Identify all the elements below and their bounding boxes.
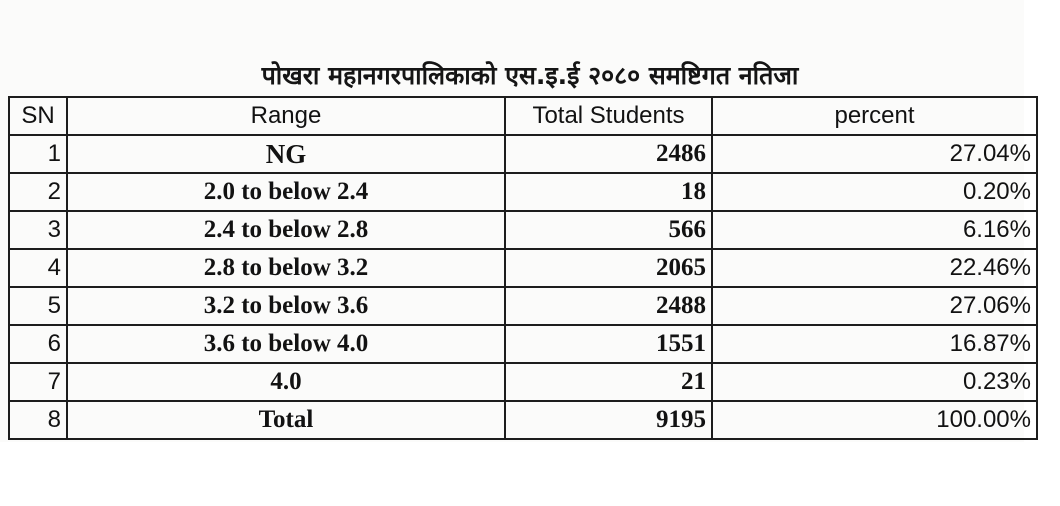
cell-percent: 27.04% xyxy=(712,135,1037,173)
cell-sn: 8 xyxy=(9,401,67,439)
header-percent: percent xyxy=(712,97,1037,135)
table-row xyxy=(9,325,1037,363)
header-sn: SN xyxy=(9,97,67,135)
cell-percent: 27.06% xyxy=(712,287,1037,325)
cell-percent: 100.00% xyxy=(712,401,1037,439)
cell-total-students: 1551 xyxy=(505,325,712,363)
header-range: Range xyxy=(67,97,505,135)
table-row xyxy=(9,135,1037,173)
table-row xyxy=(9,211,1037,249)
cell-percent: 0.20% xyxy=(712,173,1037,211)
cell-total-students: 566 xyxy=(505,211,712,249)
cell-range: Total xyxy=(67,401,505,439)
cell-percent: 16.87% xyxy=(712,325,1037,363)
cell-range: 2.4 to below 2.8 xyxy=(67,211,505,249)
cell-total-students: 21 xyxy=(505,363,712,401)
cell-range: 2.8 to below 3.2 xyxy=(67,249,505,287)
cell-sn: 5 xyxy=(9,287,67,325)
cell-range: 3.6 to below 4.0 xyxy=(67,325,505,363)
header-total-students: Total Students xyxy=(505,97,712,135)
cell-sn: 1 xyxy=(9,135,67,173)
cell-total-students: 2486 xyxy=(505,135,712,173)
cell-sn: 4 xyxy=(9,249,67,287)
table-row xyxy=(9,363,1037,401)
cell-range: 2.0 to below 2.4 xyxy=(67,173,505,211)
cell-percent: 6.16% xyxy=(712,211,1037,249)
cell-range: 3.2 to below 3.6 xyxy=(67,287,505,325)
results-table xyxy=(8,96,1038,440)
cell-total-students: 2065 xyxy=(505,249,712,287)
cell-sn: 6 xyxy=(9,325,67,363)
cell-total-students: 2488 xyxy=(505,287,712,325)
table-row-total xyxy=(9,401,1037,439)
table-header-row xyxy=(9,97,1037,135)
cell-range: NG xyxy=(67,135,505,173)
cell-percent: 22.46% xyxy=(712,249,1037,287)
photo-crop-edge xyxy=(0,442,1024,506)
cell-range: 4.0 xyxy=(67,363,505,401)
cell-sn: 2 xyxy=(9,173,67,211)
cell-sn: 7 xyxy=(9,363,67,401)
cell-total-students: 9195 xyxy=(505,401,712,439)
table-row xyxy=(9,287,1037,325)
document-title: पोखरा महानगरपालिकाको एस.इ.ई २०८० समष्टिगत नतिजा xyxy=(261,61,799,90)
cell-percent: 0.23% xyxy=(712,363,1037,401)
table-row xyxy=(9,249,1037,287)
cell-total-students: 18 xyxy=(505,173,712,211)
table-row xyxy=(9,173,1037,211)
cell-sn: 3 xyxy=(9,211,67,249)
